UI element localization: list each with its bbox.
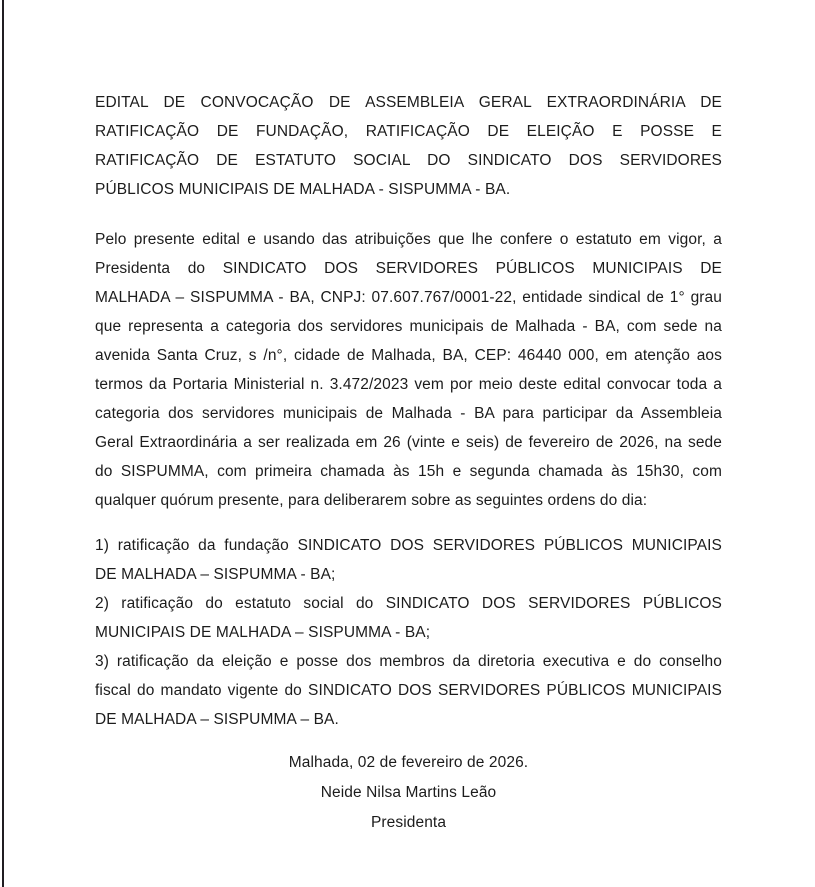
title-line-3: RATIFICAÇÃO DE ESTATUTO SOCIAL DO SINDICATO DOS SERVIDORES <box>95 152 722 169</box>
body-line-5: avenida Santa Cruz, s /n°, cidade de Malhada, BA, CEP: 46440 000, em atenção aos <box>95 347 722 364</box>
agenda-item-3-line-2: fiscal do mandato vigente do SINDICATO DOS SERVIDORES PÚBLICOS MUNICIPAIS <box>95 682 722 699</box>
agenda-item-1-line-1: 1) ratificação da fundação SINDICATO DOS SERVIDORES PÚBLICOS MUNICIPAIS <box>95 537 722 554</box>
title-paragraph <box>95 88 722 204</box>
agenda-item-1-line-2: DE MALHADA – SISPUMMA - BA; <box>95 566 336 583</box>
agenda-item-2 <box>95 589 722 647</box>
body-line-6: termos da Portaria Ministerial n. 3.472/2023 vem por meio deste edital convocar toda a <box>95 376 722 393</box>
agenda-item-3-line-3: DE MALHADA – SISPUMMA – BA. <box>95 711 339 728</box>
body-line-3: MALHADA – SISPUMMA - BA, CNPJ: 07.607.767/0001-22, entidade sindical de 1° grau <box>95 289 722 306</box>
agenda-item-2-line-2: MUNICIPAIS DE MALHADA – SISPUMMA - BA; <box>95 624 431 641</box>
signature-role: Presidenta <box>370 814 447 831</box>
body-line-8: Geral Extraordinária a ser realizada em 26 (vinte e seis) de fevereiro de 2026, na sede <box>95 434 722 451</box>
body-line-4: que representa a categoria dos servidores municipais de Malhada - BA, com sede na <box>95 318 722 335</box>
agenda-item-3 <box>95 647 722 734</box>
signature-name: Neide Nilsa Martins Leão <box>320 784 497 801</box>
body-line-10: qualquer quórum presente, para deliberarem sobre as seguintes ordens do dia: <box>95 492 648 509</box>
title-line-2: RATIFICAÇÃO DE FUNDAÇÃO, RATIFICAÇÃO DE ELEIÇÃO E POSSE E <box>95 123 722 140</box>
agenda-list <box>95 531 722 734</box>
title-line-4: PÚBLICOS MUNICIPAIS DE MALHADA - SISPUMMA - BA. <box>95 181 511 198</box>
page-left-border <box>2 0 4 887</box>
title-line-1: EDITAL DE CONVOCAÇÃO DE ASSEMBLEIA GERAL EXTRAORDINÁRIA DE <box>95 94 722 111</box>
edital-document <box>95 88 722 838</box>
closing-date-line: Malhada, 02 de fevereiro de 2026. <box>288 754 529 771</box>
body-line-7: categoria dos servidores municipais de Malhada - BA para participar da Assembleia <box>95 405 722 422</box>
body-line-9: do SISPUMMA, com primeira chamada às 15h e segunda chamada às 15h30, com <box>95 463 722 480</box>
agenda-item-2-line-1: 2) ratificação do estatuto social do SINDICATO DOS SERVIDORES PÚBLICOS <box>95 595 722 612</box>
closing-block <box>95 748 722 838</box>
body-line-2: Presidenta do SINDICATO DOS SERVIDORES PÚBLICOS MUNICIPAIS DE <box>95 260 722 277</box>
agenda-item-3-line-1: 3) ratificação da eleição e posse dos membros da diretoria executiva e do conselho <box>95 653 722 670</box>
body-line-1: Pelo presente edital e usando das atribuições que lhe confere o estatuto em vigor, a <box>95 231 722 248</box>
agenda-item-1 <box>95 531 722 589</box>
body-paragraph <box>95 225 722 515</box>
